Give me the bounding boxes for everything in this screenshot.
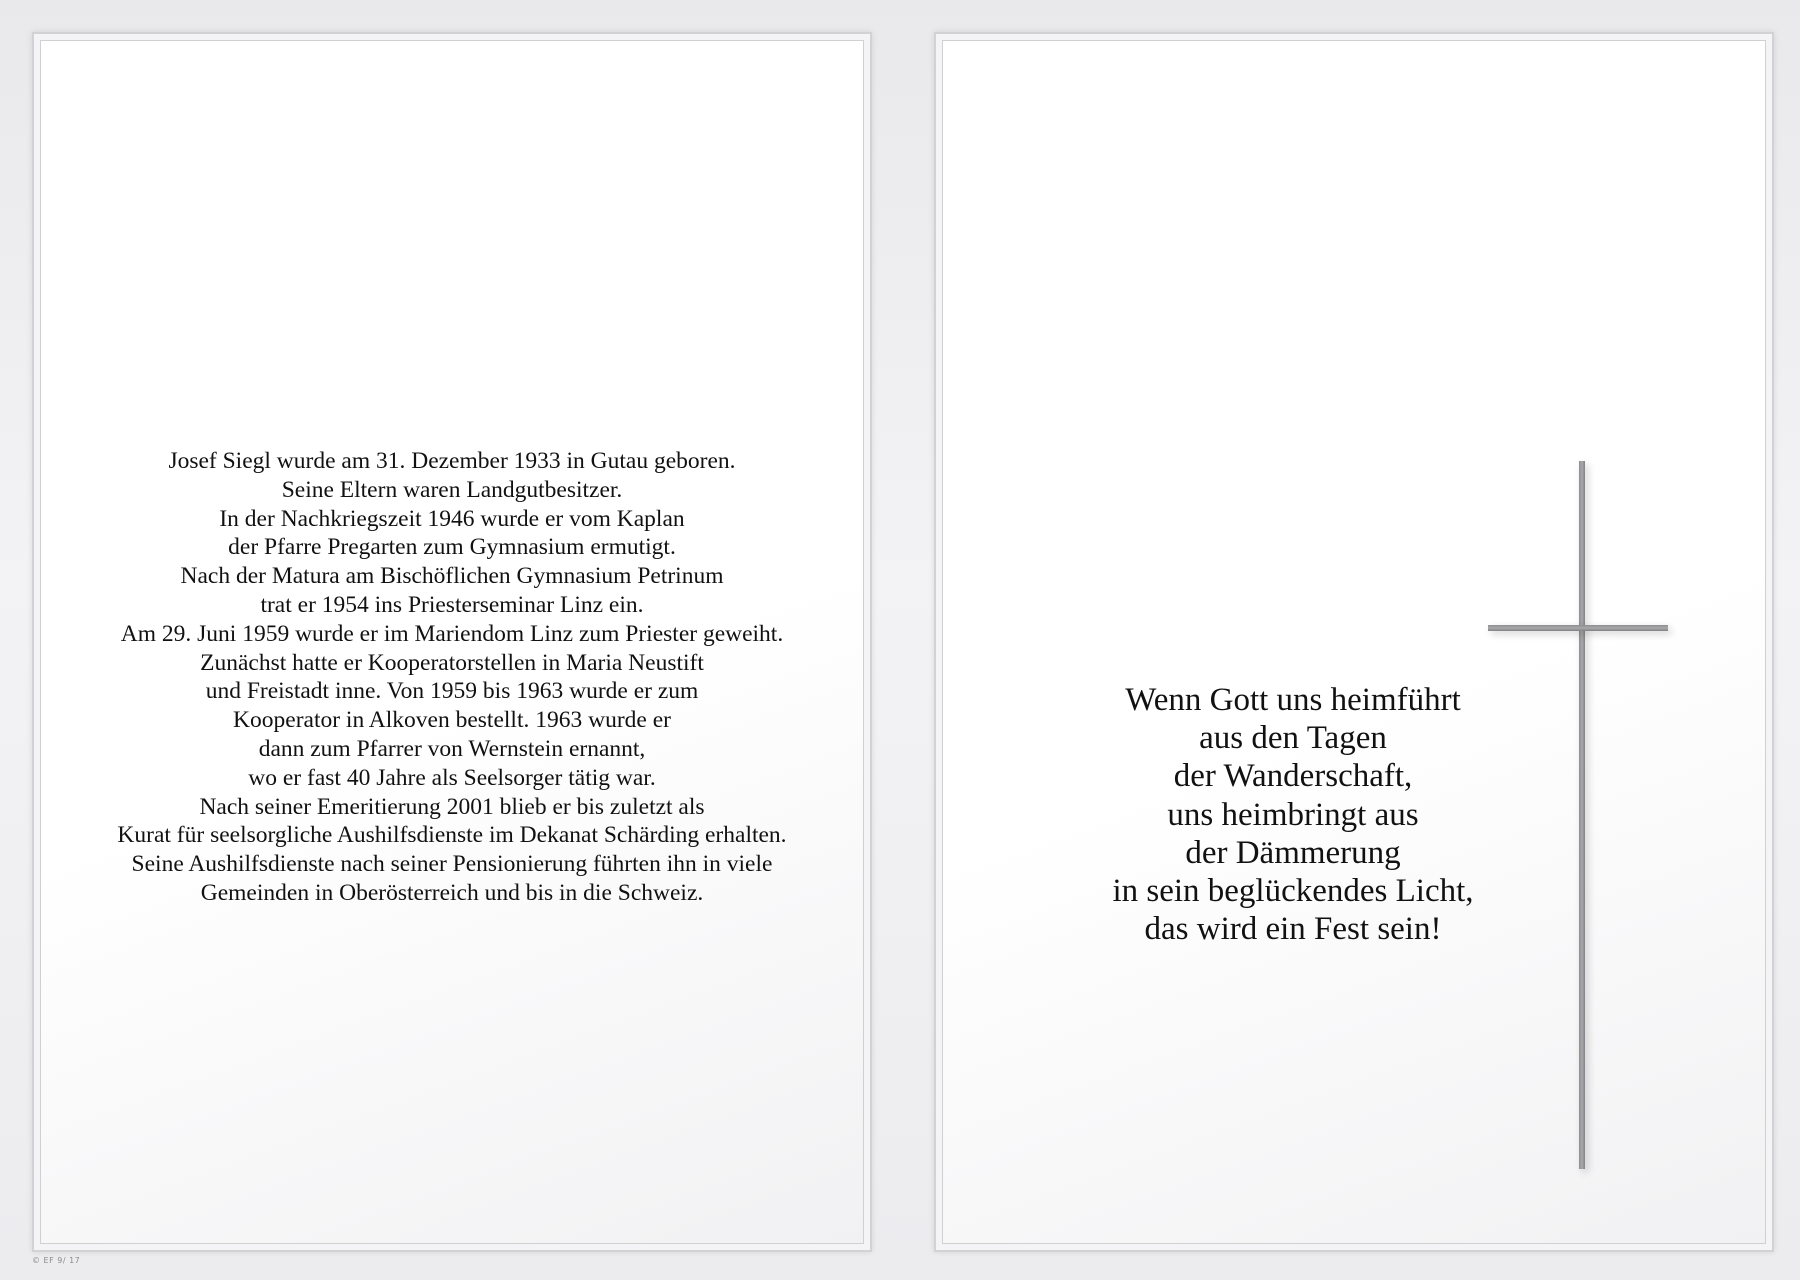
poem-line: das wird ein Fest sein! bbox=[1144, 911, 1442, 948]
biography-line: Nach der Matura am Bischöflichen Gymnasium Petrinum bbox=[180, 563, 724, 590]
right-page bbox=[934, 32, 1774, 1252]
biography-line: Nach seiner Emeritierung 2001 blieb er bis zuletzt als bbox=[199, 793, 705, 820]
poem-line: aus den Tagen bbox=[1199, 720, 1387, 757]
right-page-inner-frame bbox=[942, 40, 1766, 1244]
biography-line: trat er 1954 ins Priesterseminar Linz ein. bbox=[260, 591, 644, 618]
poem-line: der Wanderschaft, bbox=[1173, 758, 1413, 795]
cross-horizontal-beam bbox=[1488, 625, 1668, 631]
biography-text bbox=[41, 447, 863, 908]
cross-vertical-beam bbox=[1579, 461, 1585, 1169]
biography-line: Am 29. Juni 1959 wurde er im Mariendom Linz zum Priester geweiht. bbox=[120, 620, 784, 647]
poem-text bbox=[1063, 681, 1523, 948]
print-code: © EF 9/ 17 bbox=[32, 1256, 81, 1265]
biography-line: Kurat für seelsorgliche Aushilfsdienste im Dekanat Schärding erhalten. bbox=[117, 822, 787, 849]
cross-icon bbox=[1488, 461, 1678, 1221]
poem-line: uns heimbringt aus bbox=[1167, 796, 1419, 833]
poem-line: der Dämmerung bbox=[1185, 834, 1401, 871]
biography-line: Kooperator in Alkoven bestellt. 1963 wurde er bbox=[233, 707, 671, 734]
biography-line: Josef Siegl wurde am 31. Dezember 1933 in Gutau geboren. bbox=[168, 448, 736, 474]
poem-line: in sein beglückendes Licht, bbox=[1112, 873, 1474, 910]
biography-line: der Pfarre Pregarten zum Gymnasium ermutigt. bbox=[228, 534, 676, 561]
biography-line: Gemeinden in Oberösterreich und bis in die Schweiz. bbox=[200, 879, 704, 906]
biography-line: Seine Aushilfsdienste nach seiner Pensionierung führten ihn in viele bbox=[131, 851, 773, 878]
left-page-inner-frame bbox=[40, 40, 864, 1244]
biography-line: wo er fast 40 Jahre als Seelsorger tätig war. bbox=[248, 764, 656, 791]
biography-line: Seine Eltern waren Landgutbesitzer. bbox=[281, 476, 623, 503]
biography-line: In der Nachkriegszeit 1946 wurde er vom Kaplan bbox=[219, 505, 685, 532]
biography-line: Zunächst hatte er Kooperatorstellen in Maria Neustift bbox=[200, 649, 704, 676]
poem-line: Wenn Gott uns heimführt bbox=[1125, 682, 1461, 718]
biography-line: und Freistadt inne. Von 1959 bis 1963 wurde er zum bbox=[205, 678, 699, 705]
biography-line: dann zum Pfarrer von Wernstein ernannt, bbox=[258, 735, 646, 762]
left-page bbox=[32, 32, 872, 1252]
